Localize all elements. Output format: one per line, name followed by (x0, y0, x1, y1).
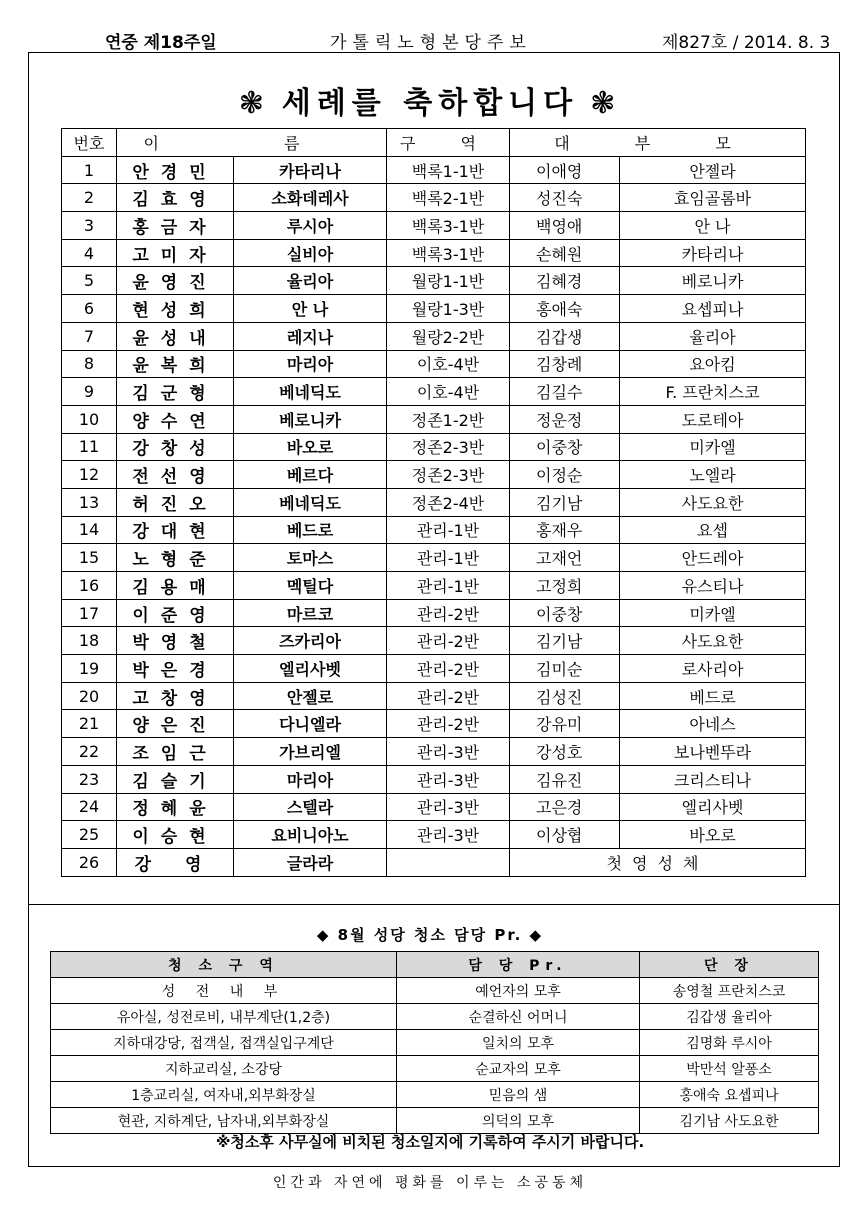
footer-motto: 인간과 자연에 평화를 이루는 소공동체 (272, 1175, 588, 1191)
table-row (62, 267, 806, 295)
cleaning-group: 예언자의 모후 (397, 978, 640, 1004)
row-number: 23 (62, 765, 117, 793)
person-name: 현성희 (117, 295, 234, 323)
godparent-name: 김혜경 (510, 267, 620, 295)
col-leader: 단 장 (640, 952, 819, 978)
baptismal-name: 마르코 (234, 599, 387, 627)
first-communion-note: 첫영성체 (510, 848, 806, 876)
person-name: 강창성 (117, 433, 234, 461)
baptism-table (61, 128, 806, 877)
baptismal-name: 베로니카 (234, 405, 387, 433)
row-number: 10 (62, 405, 117, 433)
person-name: 김효영 (117, 184, 234, 212)
table-row (62, 738, 806, 766)
cleaning-group: 의덕의 모후 (397, 1108, 640, 1134)
cleaning-area: 지하교리실, 소강당 (51, 1056, 397, 1082)
col-district: 구 역 (387, 129, 510, 157)
title-text: 세례를 축하합니다 (281, 86, 579, 121)
godparent-name: 이중창 (510, 433, 620, 461)
baptismal-name: 토마스 (234, 544, 387, 572)
table-row (62, 710, 806, 738)
godparent-name: 김창례 (510, 350, 620, 378)
cleaning-note: ※청소후 사무실에 비치된 청소일지에 기록하여 주시기 바랍니다. (215, 1133, 645, 1151)
godparent-name: 이애영 (510, 156, 620, 184)
row-number: 16 (62, 572, 117, 600)
header-week: 연중 제18주일 (105, 33, 217, 53)
district: 관리-2반 (387, 655, 510, 683)
table-row (62, 433, 806, 461)
row-number: 7 (62, 322, 117, 350)
district: 월랑1-1반 (387, 267, 510, 295)
person-name: 고창영 (117, 682, 234, 710)
cleaning-leader: 송영철 프란치스코 (640, 978, 819, 1004)
godparent-name: 이정순 (510, 461, 620, 489)
table-row (62, 572, 806, 600)
godparent-name: 강유미 (510, 710, 620, 738)
godparent-name: 김성진 (510, 682, 620, 710)
godparent-saint: 요셉 (620, 516, 806, 544)
district: 관리-3반 (387, 765, 510, 793)
header-publication: 가톨릭노형본당주보 (330, 33, 532, 53)
district: 관리-2반 (387, 599, 510, 627)
table-header-row (51, 952, 819, 978)
cleaning-group: 순교자의 모후 (397, 1056, 640, 1082)
godparent-name: 고정희 (510, 572, 620, 600)
person-name: 이승현 (117, 821, 234, 849)
person-name: 정혜윤 (117, 793, 234, 821)
godparent-name: 홍애숙 (510, 295, 620, 323)
row-number: 20 (62, 682, 117, 710)
table-row (51, 1004, 819, 1030)
godparent-name: 강성호 (510, 738, 620, 766)
table-row (62, 848, 806, 876)
col-area: 청 소 구 역 (51, 952, 397, 978)
person-name: 이준영 (117, 599, 234, 627)
godparent-name: 이중창 (510, 599, 620, 627)
row-number: 25 (62, 821, 117, 849)
table-row (62, 821, 806, 849)
cleaning-leader: 김명화 루시아 (640, 1030, 819, 1056)
table-row (62, 212, 806, 240)
cleaning-area: 현관, 지하계단, 남자내,외부화장실 (51, 1108, 397, 1134)
row-number: 14 (62, 516, 117, 544)
district: 정존2-4반 (387, 488, 510, 516)
table-row (51, 1082, 819, 1108)
cleaning-leader: 홍애숙 요셉피나 (640, 1082, 819, 1108)
row-number: 13 (62, 488, 117, 516)
table-row (62, 544, 806, 572)
page-title (0, 78, 860, 122)
baptismal-name: 글라라 (234, 848, 387, 876)
baptismal-name: 안젤로 (234, 682, 387, 710)
table-row (51, 1030, 819, 1056)
district: 이호-4반 (387, 350, 510, 378)
godparent-name: 고은경 (510, 793, 620, 821)
person-name: 조임근 (117, 738, 234, 766)
cleaning-area: 지하대강당, 접객실, 접객실입구계단 (51, 1030, 397, 1056)
table-row (62, 793, 806, 821)
col-number: 번호 (62, 129, 117, 157)
godparent-saint: 미카엘 (620, 433, 806, 461)
baptismal-name: 엘리사벳 (234, 655, 387, 683)
godparent-saint: 유스티나 (620, 572, 806, 600)
godparent-saint: 노엘라 (620, 461, 806, 489)
godparent-saint: 사도요한 (620, 488, 806, 516)
table-row (51, 978, 819, 1004)
district: 정존1-2반 (387, 405, 510, 433)
person-name: 박은경 (117, 655, 234, 683)
godparent-name: 백영애 (510, 212, 620, 240)
godparent-saint: 크리스티나 (620, 765, 806, 793)
district: 월랑2-2반 (387, 322, 510, 350)
godparent-saint: 요셉피나 (620, 295, 806, 323)
godparent-name: 고재언 (510, 544, 620, 572)
col-name: 이 름 (117, 129, 387, 157)
godparent-name: 정운정 (510, 405, 620, 433)
baptismal-name: 마리아 (234, 765, 387, 793)
baptismal-name: 다니엘라 (234, 710, 387, 738)
baptismal-name: 요비니아노 (234, 821, 387, 849)
table-row (62, 627, 806, 655)
baptismal-name: 멕틸다 (234, 572, 387, 600)
person-name: 윤영진 (117, 267, 234, 295)
district: 관리-2반 (387, 710, 510, 738)
col-group: 담 당 Pr. (397, 952, 640, 978)
person-name: 양수연 (117, 405, 234, 433)
cleaning-table (50, 951, 819, 1134)
baptismal-name: 루시아 (234, 212, 387, 240)
cleaning-area: 1층교리실, 여자내,외부화장실 (51, 1082, 397, 1108)
table-row (62, 405, 806, 433)
godparent-saint: 카타리나 (620, 239, 806, 267)
godparent-saint: F. 프란치스코 (620, 378, 806, 406)
baptismal-name: 베네딕도 (234, 488, 387, 516)
section-divider (28, 904, 840, 905)
row-number: 19 (62, 655, 117, 683)
table-row (62, 184, 806, 212)
baptismal-name: 안 나 (234, 295, 387, 323)
godparent-saint: 도로테아 (620, 405, 806, 433)
row-number: 2 (62, 184, 117, 212)
godparent-name: 손혜원 (510, 239, 620, 267)
godparent-saint: 요아킴 (620, 350, 806, 378)
person-name: 윤복희 (117, 350, 234, 378)
person-name: 강대현 (117, 516, 234, 544)
godparent-saint: 엘리사벳 (620, 793, 806, 821)
row-number: 8 (62, 350, 117, 378)
table-row (51, 1056, 819, 1082)
district (387, 848, 510, 876)
district: 관리-3반 (387, 738, 510, 766)
godparent-name: 김갑생 (510, 322, 620, 350)
godparent-name: 김기남 (510, 627, 620, 655)
baptismal-name: 율리아 (234, 267, 387, 295)
baptismal-name: 카타리나 (234, 156, 387, 184)
godparent-name: 김유진 (510, 765, 620, 793)
district: 백록1-1반 (387, 156, 510, 184)
table-header-row (62, 129, 806, 157)
godparent-saint: 바오로 (620, 821, 806, 849)
baptismal-name: 소화데레사 (234, 184, 387, 212)
row-number: 15 (62, 544, 117, 572)
godparent-name: 김길수 (510, 378, 620, 406)
person-name: 김용매 (117, 572, 234, 600)
district: 관리-1반 (387, 544, 510, 572)
header-issue: 제827호 / 2014. 8. 3 (662, 33, 831, 53)
godparent-saint: 효임골롬바 (620, 184, 806, 212)
baptismal-name: 마리아 (234, 350, 387, 378)
district: 정존2-3반 (387, 433, 510, 461)
table-row (62, 655, 806, 683)
person-name: 허진오 (117, 488, 234, 516)
table-row (62, 295, 806, 323)
person-name: 고미자 (117, 239, 234, 267)
cleaning-leader: 김갑생 율리아 (640, 1004, 819, 1030)
district: 이호-4반 (387, 378, 510, 406)
godparent-saint: 미카엘 (620, 599, 806, 627)
baptismal-name: 즈카리아 (234, 627, 387, 655)
person-name: 김슬기 (117, 765, 234, 793)
person-name: 박영철 (117, 627, 234, 655)
person-name: 홍금자 (117, 212, 234, 240)
baptismal-name: 베르다 (234, 461, 387, 489)
table-row (62, 765, 806, 793)
baptismal-name: 베드로 (234, 516, 387, 544)
row-number: 1 (62, 156, 117, 184)
row-number: 21 (62, 710, 117, 738)
district: 관리-1반 (387, 516, 510, 544)
district: 백록3-1반 (387, 239, 510, 267)
table-row (62, 461, 806, 489)
table-row (62, 488, 806, 516)
cleaning-leader: 박만석 알퐁소 (640, 1056, 819, 1082)
person-name: 전선영 (117, 461, 234, 489)
row-number: 18 (62, 627, 117, 655)
godparent-saint: 아네스 (620, 710, 806, 738)
person-name: 강 영 (117, 848, 234, 876)
district: 정존2-3반 (387, 461, 510, 489)
cleaning-leader: 김기남 사도요한 (640, 1108, 819, 1134)
godparent-name: 이상협 (510, 821, 620, 849)
cleaning-area: 성 전 내 부 (51, 978, 397, 1004)
district: 백록2-1반 (387, 184, 510, 212)
row-number: 24 (62, 793, 117, 821)
row-number: 5 (62, 267, 117, 295)
godparent-name: 홍재우 (510, 516, 620, 544)
cleaning-group: 순결하신 어머니 (397, 1004, 640, 1030)
col-godparent: 대 부 모 (510, 129, 806, 157)
godparent-name: 성진숙 (510, 184, 620, 212)
cleaning-group: 일치의 모후 (397, 1030, 640, 1056)
table-row (62, 516, 806, 544)
godparent-saint: 안 나 (620, 212, 806, 240)
flower-icon: ❃ (238, 86, 270, 121)
district: 월랑1-3반 (387, 295, 510, 323)
cleaning-area: 유아실, 성전로비, 내부계단(1,2층) (51, 1004, 397, 1030)
table-row (62, 322, 806, 350)
person-name: 노형준 (117, 544, 234, 572)
godparent-name: 김미순 (510, 655, 620, 683)
person-name: 윤성내 (117, 322, 234, 350)
district: 관리-2반 (387, 682, 510, 710)
godparent-saint: 베드로 (620, 682, 806, 710)
godparent-saint: 로사리아 (620, 655, 806, 683)
district: 관리-2반 (387, 627, 510, 655)
flower-icon: ❃ (590, 86, 622, 121)
cleaning-group: 믿음의 샘 (397, 1082, 640, 1108)
row-number: 9 (62, 378, 117, 406)
godparent-saint: 보나벤뚜라 (620, 738, 806, 766)
row-number: 11 (62, 433, 117, 461)
table-row (62, 350, 806, 378)
district: 백록3-1반 (387, 212, 510, 240)
district: 관리-1반 (387, 572, 510, 600)
row-number: 22 (62, 738, 117, 766)
baptismal-name: 바오로 (234, 433, 387, 461)
godparent-saint: 사도요한 (620, 627, 806, 655)
godparent-saint: 안드레아 (620, 544, 806, 572)
table-row (62, 239, 806, 267)
district: 관리-3반 (387, 793, 510, 821)
table-row (62, 378, 806, 406)
row-number: 17 (62, 599, 117, 627)
baptismal-name: 실비아 (234, 239, 387, 267)
godparent-saint: 안젤라 (620, 156, 806, 184)
row-number: 12 (62, 461, 117, 489)
table-row (51, 1108, 819, 1134)
table-row (62, 682, 806, 710)
row-number: 6 (62, 295, 117, 323)
person-name: 양은진 (117, 710, 234, 738)
baptismal-name: 베네딕도 (234, 378, 387, 406)
godparent-saint: 베로니카 (620, 267, 806, 295)
person-name: 안경민 (117, 156, 234, 184)
row-number: 3 (62, 212, 117, 240)
godparent-name: 김기남 (510, 488, 620, 516)
person-name: 김군형 (117, 378, 234, 406)
godparent-saint: 율리아 (620, 322, 806, 350)
table-row (62, 599, 806, 627)
row-number: 4 (62, 239, 117, 267)
baptismal-name: 가브리엘 (234, 738, 387, 766)
baptismal-name: 레지나 (234, 322, 387, 350)
row-number: 26 (62, 848, 117, 876)
table-row (62, 156, 806, 184)
baptismal-name: 스텔라 (234, 793, 387, 821)
cleaning-title: ◆ 8월 성당 청소 담당 Pr. ◆ (316, 926, 544, 944)
district: 관리-3반 (387, 821, 510, 849)
